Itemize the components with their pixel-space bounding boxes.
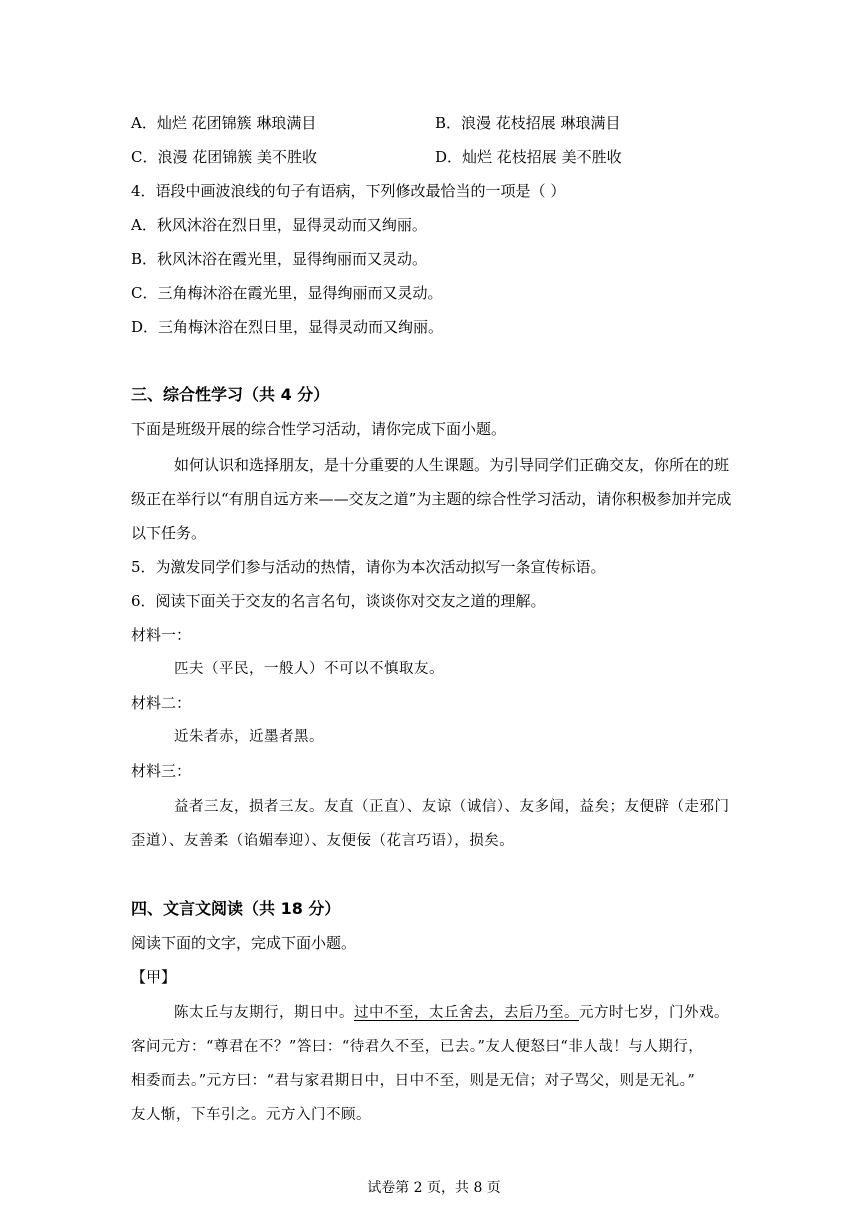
q4-option-a: A．秋风沐浴在烈日里，显得灵动而又绚丽。 <box>131 216 427 234</box>
section3-paragraph-line2: 级正在举行以“有朋自远方来——交友之道”为主题的综合性学习活动，请你积极参加并完成 <box>131 490 732 508</box>
section4-heading: 四、文言文阅读（共 18 分） <box>131 899 341 918</box>
q4-stem: 4．语段中画波浪线的句子有语病，下列修改最恰当的一项是（ ） <box>131 182 566 200</box>
material-1-text: 匹夫（平民，一般人）不可以不慎取友。 <box>174 661 444 677</box>
section3-paragraph-line1: 如何认识和选择朋友，是十分重要的人生课题。为引导同学们正确交友，你所在的班 <box>174 456 730 474</box>
material-3-line1: 益者三友，损者三友。友直（正直）、友谅（诚信）、友多闻，益矣；友便辟（走邪门 <box>174 799 730 815</box>
section3-paragraph-line3: 以下任务。 <box>131 524 207 542</box>
material-1-label: 材料一： <box>131 626 192 644</box>
section4-intro: 阅读下面的文字，完成下面小题。 <box>131 934 357 952</box>
q3-option-a: A．灿烂 花团锦簇 琳琅满目 <box>131 114 317 132</box>
material-3-line2: 歪道）、友善柔（谄媚奉迎）、友便佞（花言巧语），损矣。 <box>131 833 515 849</box>
material-2-text: 近朱者赤，近墨者黑。 <box>174 729 324 745</box>
q4-option-d: D．三角梅沐浴在烈日里，显得灵动而又绚丽。 <box>131 318 444 336</box>
section3-heading: 三、综合性学习（共 4 分） <box>131 385 330 404</box>
passage-line1-start: 陈太丘与友期行，期日中。 <box>174 1005 354 1021</box>
q3-option-d: D．灿烂 花枝招展 美不胜收 <box>435 148 622 166</box>
passage-line1 <box>174 1003 729 1023</box>
passage-line1-end: 元方时七岁，门外戏。 <box>579 1005 729 1021</box>
question-5: 5．为激发同学们参与活动的热情，请你为本次活动拟写一条宣传标语。 <box>131 558 606 576</box>
passage-line3: 相委而去。”元方曰：“君与家君期日中，日中不至，则是无信；对子骂父，则是无礼。” <box>131 1073 696 1089</box>
material-2-label: 材料二： <box>131 694 192 712</box>
passage-line2: 客问元方：“尊君在不？”答曰：“待君久不至，已去。”友人便怒曰“非人哉！与人期行， <box>131 1039 704 1055</box>
q4-option-b: B．秋风沐浴在霞光里，显得绚丽而又灵动。 <box>131 250 428 268</box>
q4-option-c: C．三角梅沐浴在霞光里，显得绚丽而又灵动。 <box>131 284 443 302</box>
passage-line4: 友人惭，下车引之。元方入门不顾。 <box>131 1107 371 1123</box>
page-footer: 试卷第 2 页，共 8 页 <box>367 1180 501 1196</box>
passage-jia-label: 【甲】 <box>131 968 177 986</box>
q3-option-b: B．浪漫 花枝招展 琳琅满目 <box>435 114 621 132</box>
question-6: 6．阅读下面关于交友的名言名句，谈谈你对交友之道的理解。 <box>131 592 546 610</box>
material-3-label: 材料三： <box>131 762 192 780</box>
section3-intro: 下面是班级开展的综合性学习活动，请你完成下面小题。 <box>131 420 507 438</box>
q3-option-c: C．浪漫 花团锦簇 美不胜收 <box>131 148 318 166</box>
underlined-sentence: 过中不至，太丘舍去，去后乃至。 <box>354 1005 579 1021</box>
